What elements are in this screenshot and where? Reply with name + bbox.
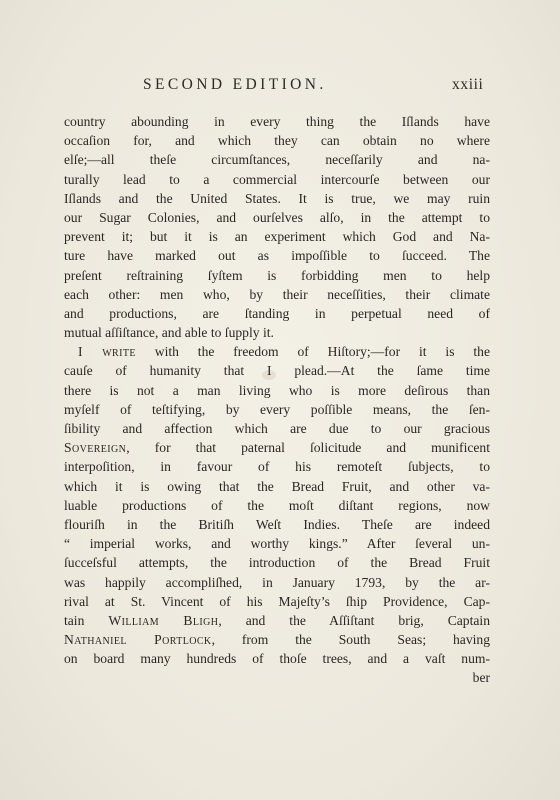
text-line: which it is owing that the Bread Fruit, and other va-	[64, 478, 490, 494]
page-number: xxiii	[452, 76, 484, 93]
text-line	[64, 438, 490, 457]
text-line: elſe;—all theſe circumſtances, neceſſarily and na-	[64, 152, 490, 168]
text-line: on board many hundreds of thoſe trees, and a vaſt num-	[64, 651, 490, 667]
text-line: luable productions of the moſt diſtant regions, now	[64, 497, 490, 513]
line-text: , and the Aſſiſtant brig, Captain	[218, 612, 490, 628]
running-head: SECOND EDITION.	[143, 76, 327, 93]
text-line: our Sugar Colonies, and ourſelves alſo, in the attempt to	[64, 209, 490, 225]
text-line: “ imperial works, and worthy kings.” After ſeveral un-	[64, 536, 490, 552]
text-line: myſelf of teſtifying, by every poſſible means, the ſen-	[64, 401, 490, 417]
text-line: prevent it; but it is an experiment which God and Na-	[64, 229, 490, 245]
text-line: mutual aſſiſtance, and able to ſupply it.	[64, 325, 274, 341]
text-line: and productions, are ſtanding in perpetual need of	[64, 305, 490, 321]
small-caps-sovereign: Sovereign	[64, 440, 127, 456]
small-caps-i-write: I write	[78, 344, 136, 360]
text-line	[64, 630, 490, 649]
text-line: ſucceſsful attempts, the introduction of the Bread Fruit	[64, 555, 490, 571]
text-line: flouriſh in the Britiſh Weſt Indies. Theſe are indeed	[64, 516, 490, 532]
text-line: was happily accompliſhed, in January 1793, by the ar-	[64, 574, 490, 590]
small-caps-william-bligh: William Bligh	[108, 612, 219, 628]
body-text	[64, 112, 490, 688]
text-line	[64, 611, 490, 630]
small-caps-nathaniel-portlock: Nathaniel Portlock	[64, 632, 212, 648]
line-text: , for that paternal ſolicitude and munificent	[126, 440, 490, 456]
text-line: each other: men who, by their neceſſities, their climate	[64, 286, 490, 302]
text-line: cauſe of humanity that I plead.—At the ſame time	[64, 363, 490, 379]
text-line: ture have marked out as impoſſible to ſucceed. The	[64, 248, 490, 264]
text-line: preſent reſtraining ſyſtem is forbidding men to help	[64, 267, 490, 283]
page-header	[0, 76, 560, 100]
text-line: country abounding in every thing the Iſlands have	[64, 114, 490, 129]
text-line	[64, 342, 490, 361]
text-line: there is not a man living who is more deſirous than	[64, 382, 490, 398]
line-text: with the freedom of Hiſtory;—for it is the	[154, 344, 490, 360]
text-line: ſibility and affection which are due to our gracious	[64, 421, 490, 436]
text-line: turally lead to a commercial intercourſe between our	[64, 171, 490, 187]
text-line: occaſion for, and which they can obtain no where	[64, 133, 490, 149]
catchword: ber	[472, 670, 490, 686]
line-text: , from the South Seas; having	[211, 632, 490, 648]
line-text: tain	[64, 612, 85, 628]
text-line: interpoſition, in favour of his remoteſt ſubjects, to	[64, 459, 490, 475]
text-line: rival at St. Vincent of his Majeſty’s ſhip Providence, Cap-	[64, 593, 490, 609]
text-line: Iſlands and the United States. It is true, we may ruin	[64, 190, 490, 206]
